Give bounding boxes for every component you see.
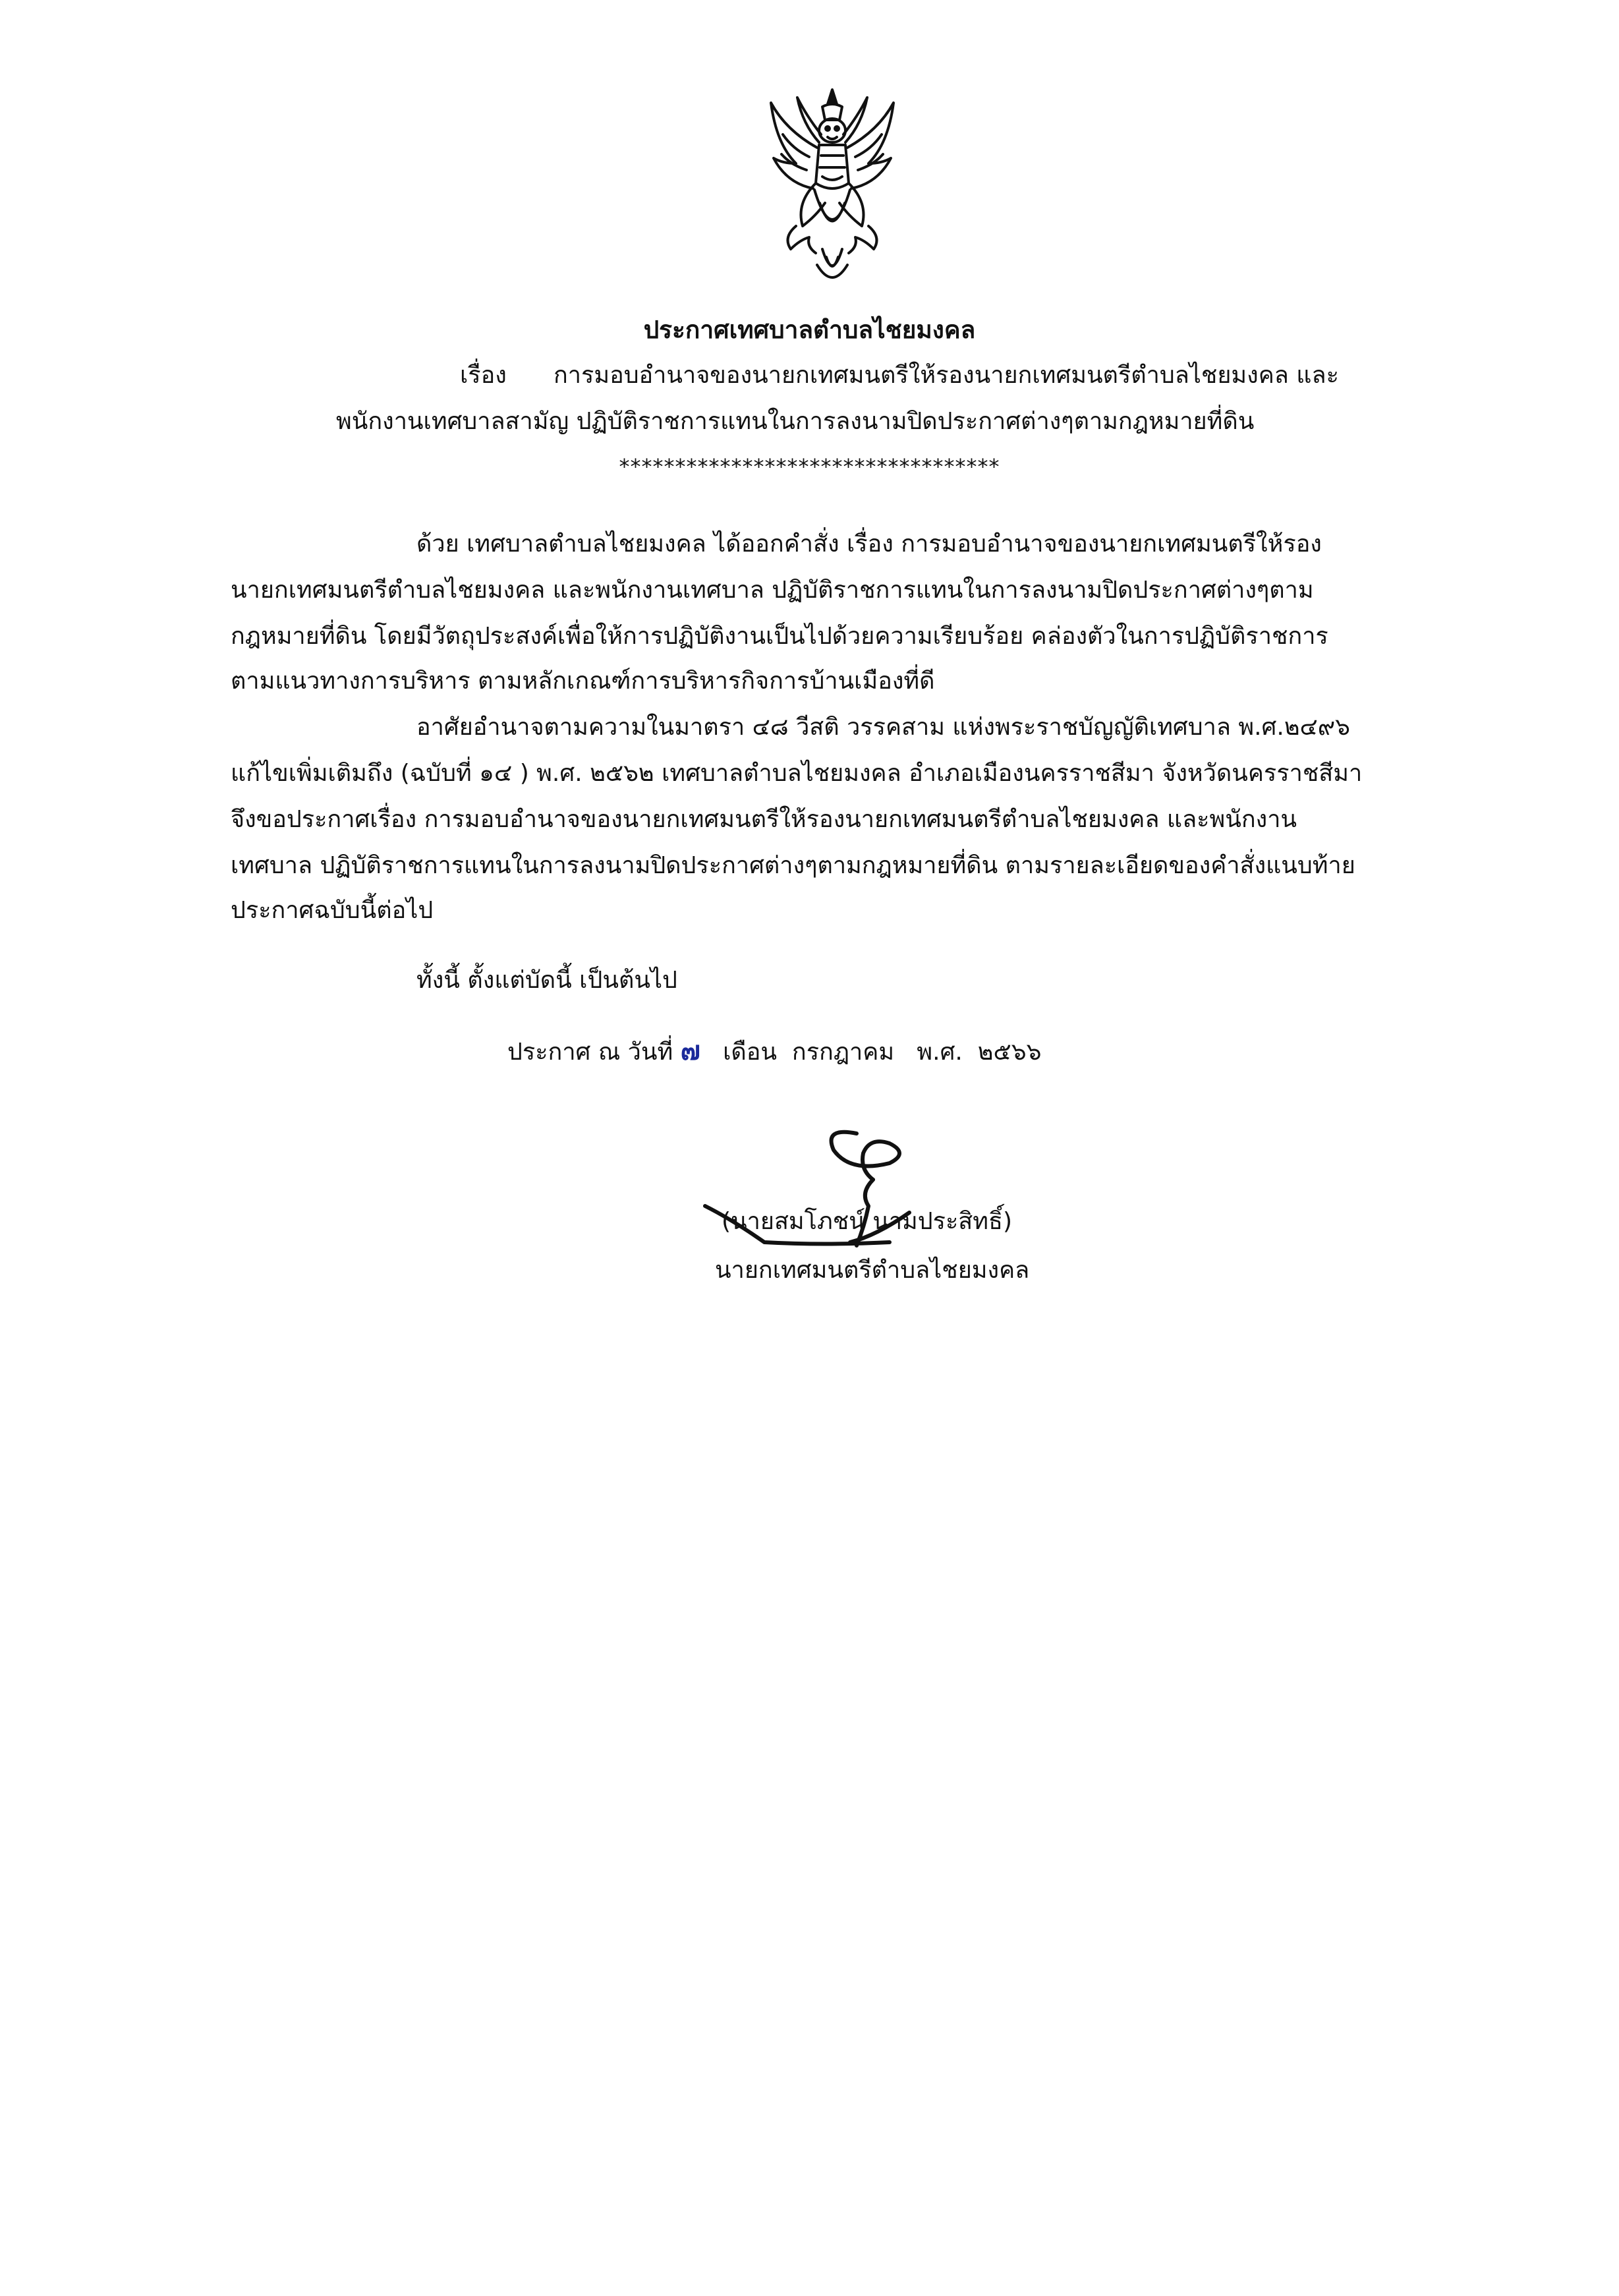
paragraph-1-line-4: ตามแนวทางการบริหาร ตามหลักเกณฑ์การบริหารกิจการบ้านเมืองที่ดี <box>231 668 935 695</box>
handwritten-signature-icon <box>692 1114 969 1265</box>
paragraph-2-line-3: จึงขอประกาศเรื่อง การมอบอำนาจของนายกเทศมนตรีให้รองนายกเทศมนตรีตำบลไชยมงคล และพนักงาน <box>231 806 1297 833</box>
paragraph-2-line-1: อาศัยอำนาจตามความในมาตรา ๔๘ วีสติ วรรคสาม แห่งพระราชบัญญัติเทศบาล พ.ศ.๒๔๙๖ <box>416 714 1351 741</box>
date-year: ๒๕๖๖ <box>977 1039 1042 1066</box>
date-month-label: เดือน <box>723 1039 778 1066</box>
announcement-title: ประกาศเทศบาลตำบลไชยมงคล <box>643 316 976 344</box>
announcement-date <box>507 1038 1041 1064</box>
subject-label: เรื่อง <box>460 362 507 389</box>
date-year-label: พ.ศ. <box>917 1039 963 1066</box>
garuda-emblem-icon <box>756 84 908 294</box>
date-day: ๗ <box>680 1036 700 1066</box>
paragraph-1-line-2: นายกเทศมนตรีตำบลไชยมงคล และพนักงานเทศบาล ปฏิบัติราชการแทนในการลงนามปิดประกาศต่างๆตาม <box>231 577 1314 604</box>
paragraph-1-line-3: กฎหมายที่ดิน โดยมีวัตถุประสงค์เพื่อให้การปฏิบัติงานเป็นไปด้วยความเรียบร้อย คล่องตัวในการปฏิบัติราชการ <box>231 623 1328 650</box>
separator-line: ********************************** <box>619 454 1000 479</box>
paragraph-2-line-4: เทศบาล ปฏิบัติราชการแทนในการลงนามปิดประกาศต่างๆตามกฎหมายที่ดิน ตามรายละเอียดของคำสั่งแนบท้าย <box>231 852 1355 879</box>
effective-statement: ทั้งนี้ ตั้งแต่บัดนี้ เป็นต้นไป <box>416 967 677 994</box>
date-prefix: ประกาศ ณ วันที่ <box>507 1039 673 1066</box>
subject-line-2: พนักงานเทศบาลสามัญ ปฏิบัติราชการแทนในการลงนามปิดประกาศต่างๆตามกฎหมายที่ดิน <box>336 408 1255 435</box>
date-month: กรกฎาคม <box>791 1039 895 1066</box>
signer-name: (นายสมโภชน์ นามประสิทธิ์) <box>722 1208 1013 1235</box>
paragraph-1-line-1: ด้วย เทศบาลตำบลไชยมงคล ได้ออกคำสั่ง เรื่อง การมอบอำนาจของนายกเทศมนตรีให้รอง <box>416 531 1322 558</box>
paragraph-2-line-2: แก้ไขเพิ่มเติมถึง (ฉบับที่ ๑๔ ) พ.ศ. ๒๕๖๒ เทศบาลตำบลไชยมงคล อำเภอเมืองนครราชสีมา จังหวัดนครราชสีมา <box>231 760 1363 787</box>
subject-line-1: การมอบอำนาจของนายกเทศมนตรีให้รองนายกเทศมนตรีตำบลไชยมงคล และ <box>554 362 1339 389</box>
signer-position: นายกเทศมนตรีตำบลไชยมงคล <box>715 1257 1030 1284</box>
paragraph-2-line-5: ประกาศฉบับนี้ต่อไป <box>231 897 434 924</box>
